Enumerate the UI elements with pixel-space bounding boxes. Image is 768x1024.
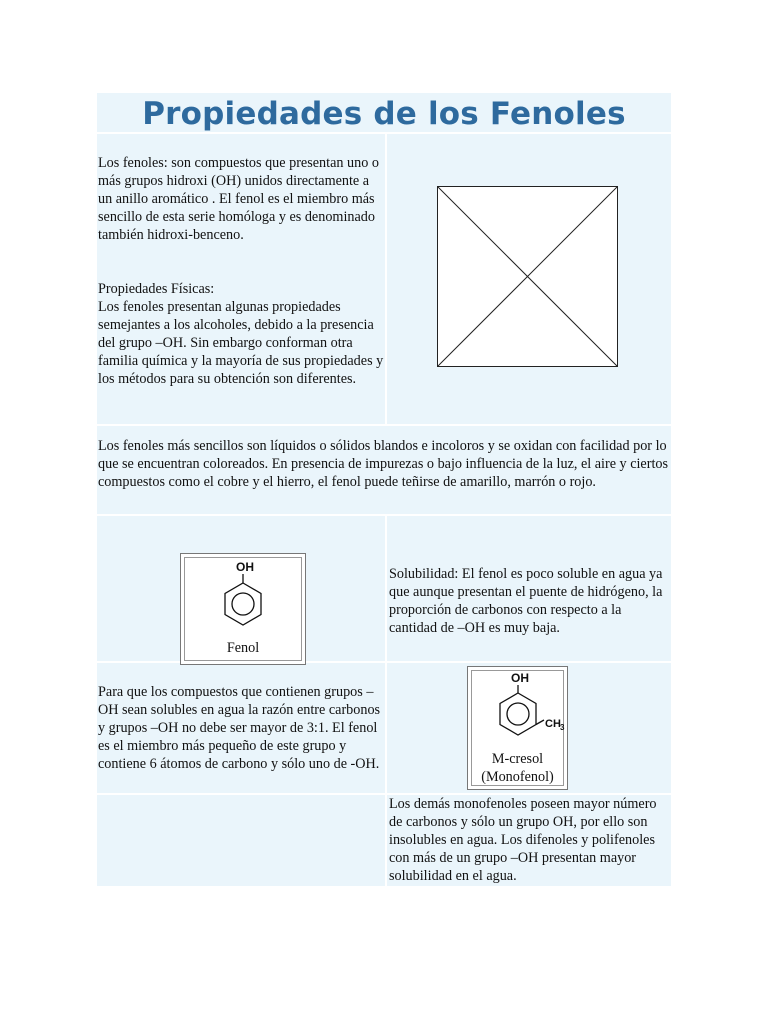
- fenol-oh-label: OH: [236, 560, 254, 574]
- cresol-figure-cell: [387, 663, 671, 793]
- document: [97, 93, 671, 888]
- cresol-oh-label: OH: [511, 671, 529, 685]
- intro-cell: [97, 134, 387, 424]
- fenol-row: [97, 516, 671, 663]
- physical-properties-heading: Propiedades Físicas:: [98, 281, 215, 297]
- cresol-figure: [467, 666, 568, 790]
- ratio-row: [97, 663, 671, 795]
- physical-properties-paragraph: Los fenoles presentan algunas propiedades semejantes a los alcoholes, debido a la presencia del grupo –OH. Sin embargo conforman otra familia química y la mayoría de sus propiedades y los métodos para su obtención son diferentes.: [98, 299, 384, 387]
- fenol-figure: [180, 553, 306, 665]
- solubility-cell: [387, 516, 671, 661]
- fenol-figure-cell: [97, 516, 387, 661]
- empty-cell: [97, 795, 387, 886]
- title-row: [97, 93, 671, 134]
- intro-row: [97, 134, 671, 426]
- monofenoles-cell: [387, 795, 671, 886]
- description-paragraph: Los fenoles más sencillos son líquidos o sólidos blandos e incoloros y se oxidan con facilidad por lo que se encuentran coloreados. En presencia de impurezas o bajo influencia de la luz, el aire y ciertos compuestos como el cobre y el hierro, el fenol puede teñirse de amarillo, marrón o rojo.: [98, 438, 669, 490]
- fenol-caption: Fenol: [226, 640, 260, 656]
- ratio-cell: [97, 663, 387, 793]
- monofenoles-row: [97, 795, 671, 888]
- cresol-caption-line2: (Monofenol): [481, 769, 554, 785]
- ratio-paragraph: Para que los compuestos que contienen grupos –OH sean solubles en agua la razón entre carbonos y grupos –OH no debe ser mayor de 3:1. El fenol es el miembro más pequeño de este grupo y contiene 6 átomos de carbono y sólo uno de -OH.: [98, 684, 381, 772]
- cresol-ch3-label: CH: [545, 718, 561, 730]
- definition-paragraph: Los fenoles: son compuestos que presentan uno o más grupos hidroxi (OH) unidos directamente a un anillo aromático . El fenol es el miembro más sencillo de esta serie homóloga y es denominado también hidroxi-benceno.: [98, 155, 379, 243]
- cresol-caption-line1: M-cresol: [491, 751, 544, 767]
- page-title: Propiedades de los Fenoles: [142, 95, 626, 132]
- cresol-ch3-subscript: 3: [560, 723, 565, 732]
- image-cell: [387, 134, 671, 424]
- solubility-paragraph: Solubilidad: El fenol es poco soluble en agua ya que aunque presentan el puente de hidrógeno, la proporción de carbonos con respecto a la cantidad de –OH es muy baja.: [389, 566, 663, 636]
- monofenoles-paragraph: Los demás monofenoles poseen mayor número de carbonos y sólo un grupo OH, por ello son insolubles en agua. Los difenoles y polifenoles con más de un grupo –OH presentan mayor solubilidad en el agua.: [389, 796, 657, 884]
- full-width-row: [97, 426, 671, 516]
- missing-image-placeholder: [437, 186, 618, 367]
